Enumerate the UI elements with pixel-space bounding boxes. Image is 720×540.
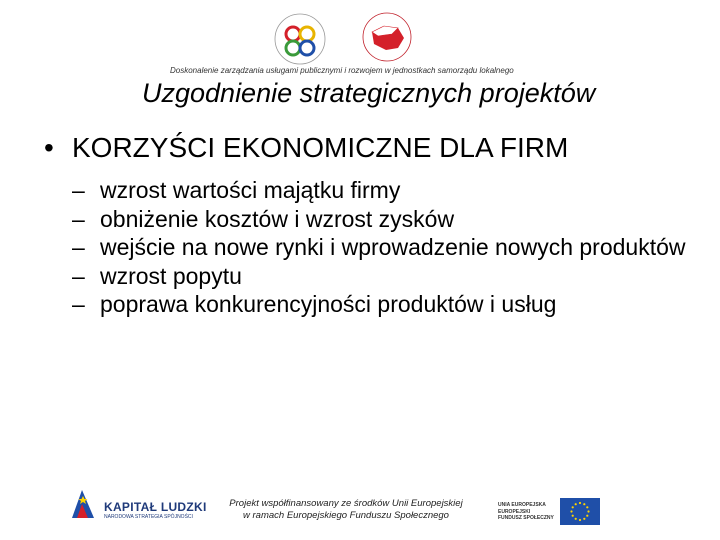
polska-samorzadowa-logo (352, 10, 422, 64)
zwiazek-miast-polskich-logo (272, 8, 328, 70)
main-bullet-text: KORZYŚCI EKONOMICZNE DLA FIRM (72, 132, 569, 163)
list-item-text: poprawa konkurencyjności produktów i usług (100, 291, 557, 317)
list-item-text: obniżenie kosztów i wzrost zysków (100, 205, 455, 232)
eu-label-line-2: EUROPEJSKI (498, 508, 531, 515)
dash-symbol: – (72, 177, 85, 203)
list-item (72, 205, 692, 234)
dash-symbol: – (72, 234, 85, 260)
list-item (72, 262, 692, 291)
main-bullet (44, 132, 568, 164)
dash-symbol: – (72, 205, 85, 232)
cofinance-note (228, 498, 464, 522)
list-item (72, 290, 692, 319)
dash-symbol: – (72, 291, 85, 317)
slide-title: Uzgodnienie strategicznych projektów (142, 78, 596, 108)
list-item (72, 233, 692, 262)
eu-label-line-3: FUNDUSZ SPOŁECZNY (498, 515, 554, 521)
eu-label-line-1: UNIA EUROPEJSKA (498, 502, 546, 508)
kapital-ludzki-logo (68, 486, 98, 524)
eu-label (498, 502, 558, 522)
list-item-text: wzrost wartości majątku firmy (100, 177, 401, 203)
eu-flag-icon (560, 498, 600, 525)
kapital-ludzki-label: KAPITAŁ LUDZKI (104, 500, 207, 514)
list-item-text: wzrost popytu (100, 262, 242, 289)
list-item-text: wejście na nowe rynki i wprowadzenie nowych produktów (100, 234, 686, 260)
dash-symbol: – (72, 262, 85, 289)
kapital-ludzki-sublabel: NARODOWA STRATEGIA SPÓJNOŚCI (104, 514, 193, 520)
cofinance-line-2: w ramach Europejskiego Funduszu Społecznego (243, 510, 449, 521)
header-caption: Doskonalenie zarządzania usługami publicznymi i rozwojem w jednostkach samorządu lokalnego (170, 66, 514, 75)
sub-bullet-list (72, 176, 692, 319)
cofinance-line-1: Projekt współfinansowany ze środków Unii Europejskiej (229, 498, 463, 509)
list-item (72, 176, 692, 205)
bullet-symbol: • (44, 132, 54, 163)
